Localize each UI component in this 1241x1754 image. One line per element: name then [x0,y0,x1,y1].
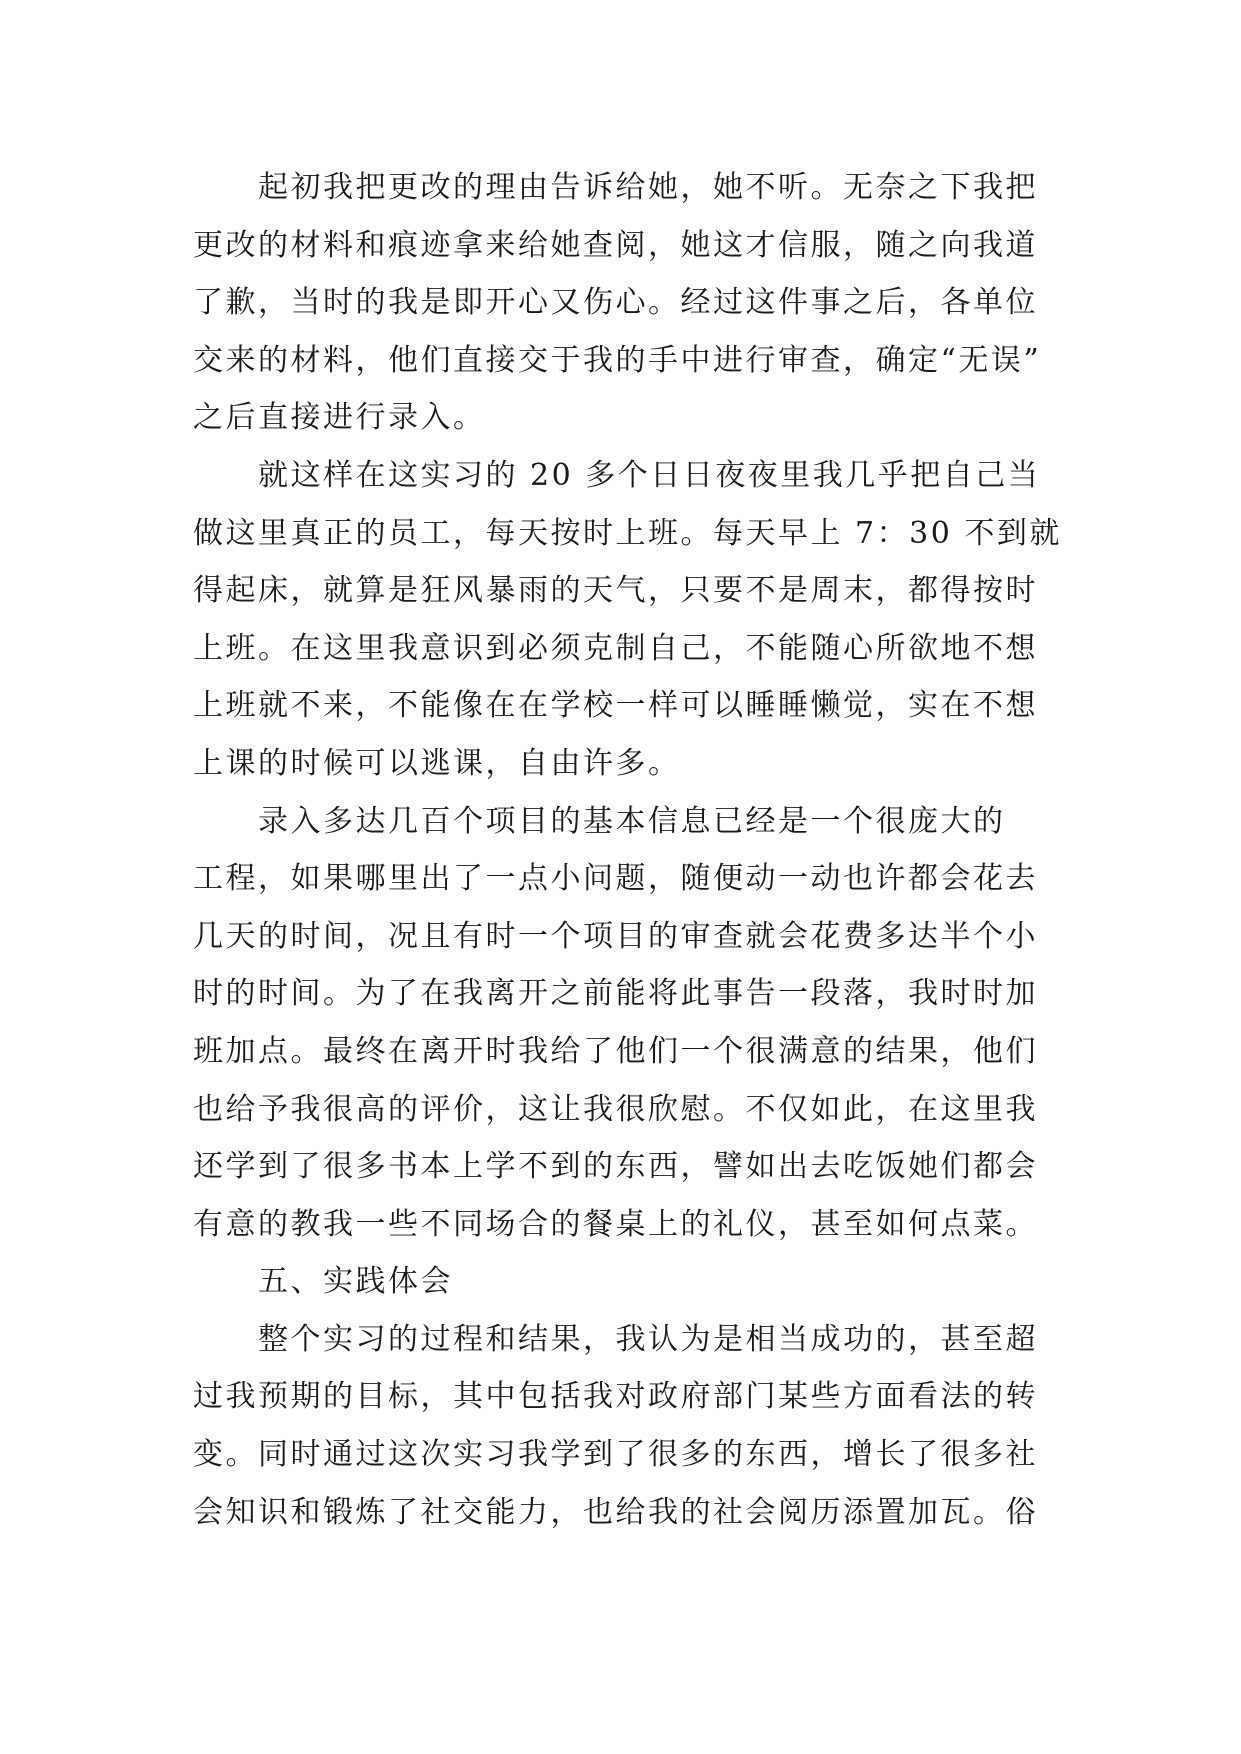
paragraph-line: 之后直接进行录入。 [193,400,486,436]
paragraph-line: 几天的时间，况且有时一个项目的审查就会花费多达半个小 [193,918,1038,954]
paragraph-line: 了歉，当时的我是即开心又伤心。经过这件事之后，各单位 [193,285,1038,321]
body-text [193,159,1062,1541]
paragraph-line: 时的时间。为了在我离开之前能将此事告一段落，我时时加 [193,976,1038,1012]
paragraph-line: 班加点。最终在离开时我给了他们一个很满意的结果，他们 [193,1033,1038,1069]
paragraph-line: 做这里真正的员工，每天按时上班。每天早上 7：30 不到就 [193,515,1062,551]
paragraph-line: 就这样在这实习的 20 多个日日夜夜里我几乎把自己当 [258,457,1041,493]
paragraph-line: 录入多达几百个项目的基本信息已经是一个很庞大的 [258,803,1006,839]
paragraph-line: 也给予我很高的评价，这让我很欣慰。不仅如此，在这里我 [193,1091,1038,1127]
paragraph-line: 起初我把更改的理由告诉给她，她不听。无奈之下我把 [258,170,1038,205]
paragraph-line: 变。同时通过这次实习我学到了很多的东西，增长了很多社 [193,1437,1038,1473]
paragraph-line: 有意的教我一些不同场合的餐桌上的礼仪，甚至如何点菜。 [193,1206,1038,1242]
paragraph-line: 整个实习的过程和结果，我认为是相当成功的，甚至超 [258,1321,1038,1357]
paragraph-line: 会知识和锻炼了社交能力，也给我的社会阅历添置加瓦。俗 [193,1494,1038,1530]
paragraph-line: 过我预期的目标，其中包括我对政府部门某些方面看法的转 [193,1379,1038,1415]
paragraph-line: 交来的材料，他们直接交于我的手中进行审查，确定“无误” [193,342,1042,378]
paragraph-line: 还学到了很多书本上学不到的东西，譬如出去吃饭她们都会 [193,1149,1038,1185]
paragraph-line: 上班就不来，不能像在在学校一样可以睡睡懒觉，实在不想 [193,688,1038,724]
section-heading: 五、实践体会 [258,1264,453,1300]
paragraph-line: 工程，如果哪里出了一点小问题，随便动一动也许都会花去 [193,861,1038,897]
paragraph-line: 上班。在这里我意识到必须克制自己，不能随心所欲地不想 [193,630,1038,666]
paragraph-line: 上课的时候可以逃课，自由许多。 [193,745,681,781]
paragraph-line: 得起床，就算是狂风暴雨的天气，只要不是周末，都得按时 [193,573,1038,609]
paragraph-line: 更改的材料和痕迹拿来给她查阅，她这才信服，随之向我道 [193,227,1038,263]
